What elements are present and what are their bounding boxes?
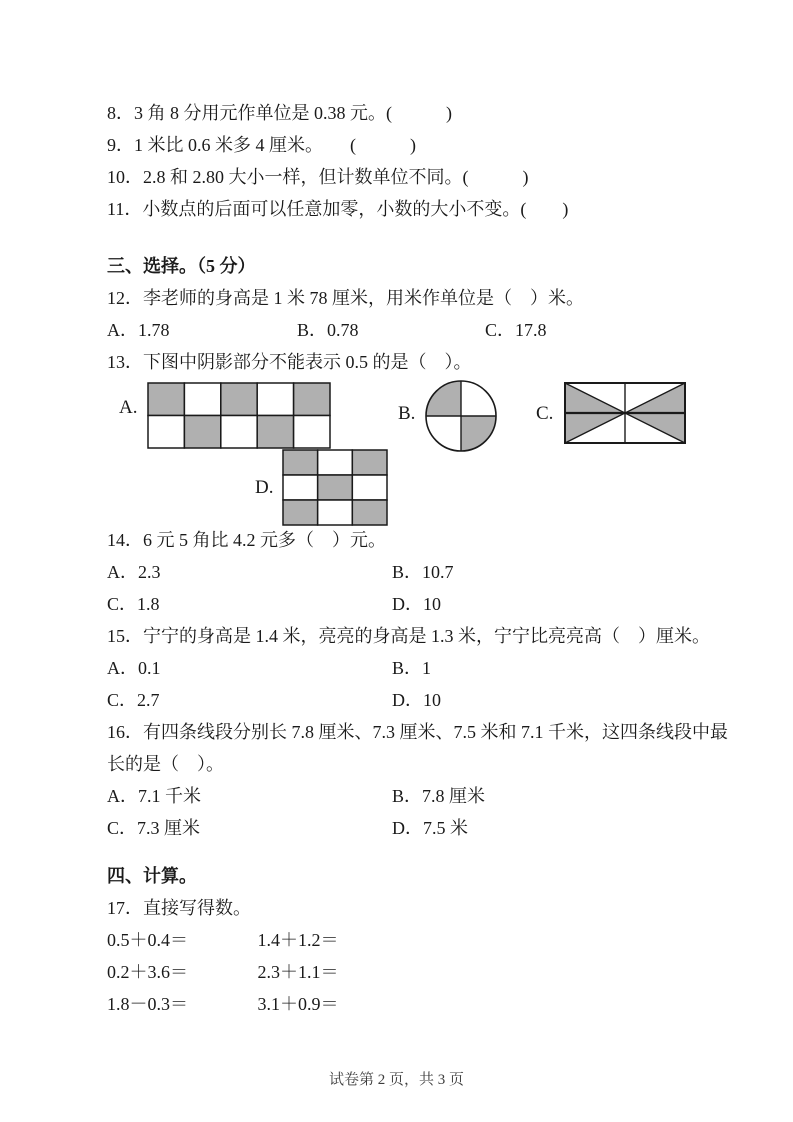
question-15-text: 15．宁宁的身高是 1.4 米，亮亮的身高是 1.3 米，宁宁比亮亮高（ ）厘米。 [107, 626, 710, 646]
q16-option-c: C．7.3 厘米 [107, 818, 201, 838]
calc-expression-1b: 1.4＋1.2＝ [257, 930, 339, 950]
judge-item-10: 10．2.8 和 2.80 大小一样，但计数单位不同。( ) [107, 167, 529, 187]
figure-a-grid [148, 383, 330, 448]
calc-row-1 [0, 924, 793, 956]
q14-option-a: A．2.3 [107, 562, 161, 582]
question-17-text: 17．直接写得数。 [107, 898, 251, 918]
judge-item-8: 8．3 角 8 分用元作单位是 0.38 元。( ) [107, 103, 452, 123]
q14-option-d: D．10 [392, 594, 441, 614]
question-14-text: 14．6 元 5 角比 4.2 元多（ ）元。 [107, 530, 386, 550]
section-4-title: 四、计算。 [107, 866, 197, 886]
question-15-options-row2 [0, 684, 793, 716]
figure-b-label: B. [398, 403, 416, 424]
page-footer: 试卷第 2 页，共 3 页 [328, 1072, 464, 1088]
question-13-text: 13．下图中阴影部分不能表示 0.5 的是（ ）。 [107, 352, 472, 372]
q15-option-d: D．10 [392, 690, 441, 710]
q16-option-d: D．7.5 米 [392, 818, 468, 838]
question-16-text-line1: 16．有四条线段分别长 7.8 厘米、7.3 厘米、7.5 米和 7.1 千米，这四条线段中最 [107, 722, 728, 742]
figure-b-circle [424, 379, 498, 453]
question-16-options-row1 [0, 780, 793, 812]
q12-option-c: C．17.8 [485, 320, 547, 340]
calc-expression-3a: 1.8－0.3＝ [107, 994, 188, 1014]
q15-option-b: B．1 [392, 658, 432, 678]
q12-option-a: A．1.78 [107, 320, 170, 340]
question-12-options [0, 314, 793, 346]
question-16-text-line2: 长的是（ ）。 [107, 754, 224, 774]
question-14-options-row2 [0, 588, 793, 620]
q12-option-b: B．0.78 [297, 320, 359, 340]
calc-row-2 [0, 956, 793, 988]
question-16-options-row2 [0, 812, 793, 844]
figure-c-rect [565, 383, 685, 443]
question-13-figures [0, 378, 793, 524]
q15-option-a: A．0.1 [107, 658, 161, 678]
figure-a-label: A. [119, 397, 138, 418]
calc-expression-3b: 3.1＋0.9＝ [257, 994, 339, 1014]
q14-option-b: B．10.7 [392, 562, 454, 582]
q16-option-a: A．7.1 千米 [107, 786, 201, 806]
section-3-title: 三、选择。（5 分） [107, 256, 256, 276]
figure-c-label: C. [536, 403, 554, 424]
figure-d-grid [283, 450, 387, 525]
q14-option-c: C．1.8 [107, 594, 160, 614]
calc-expression-2b: 2.3＋1.1＝ [257, 962, 339, 982]
judge-item-9: 9．1 米比 0.6 米多 4 厘米。 ( ) [107, 135, 416, 155]
question-15-options-row1 [0, 652, 793, 684]
q16-option-b: B．7.8 厘米 [392, 786, 486, 806]
calc-expression-1a: 0.5＋0.4＝ [107, 930, 188, 950]
judge-item-11: 11．小数点的后面可以任意加零，小数的大小不变。( ) [107, 199, 569, 219]
question-12-text: 12．李老师的身高是 1 米 78 厘米，用米作单位是（ ）米。 [107, 288, 584, 308]
calc-expression-2a: 0.2＋3.6＝ [107, 962, 188, 982]
question-14-options-row1 [0, 556, 793, 588]
figure-d-label: D. [255, 477, 274, 498]
calc-row-3 [0, 988, 793, 1020]
q15-option-c: C．2.7 [107, 690, 160, 710]
